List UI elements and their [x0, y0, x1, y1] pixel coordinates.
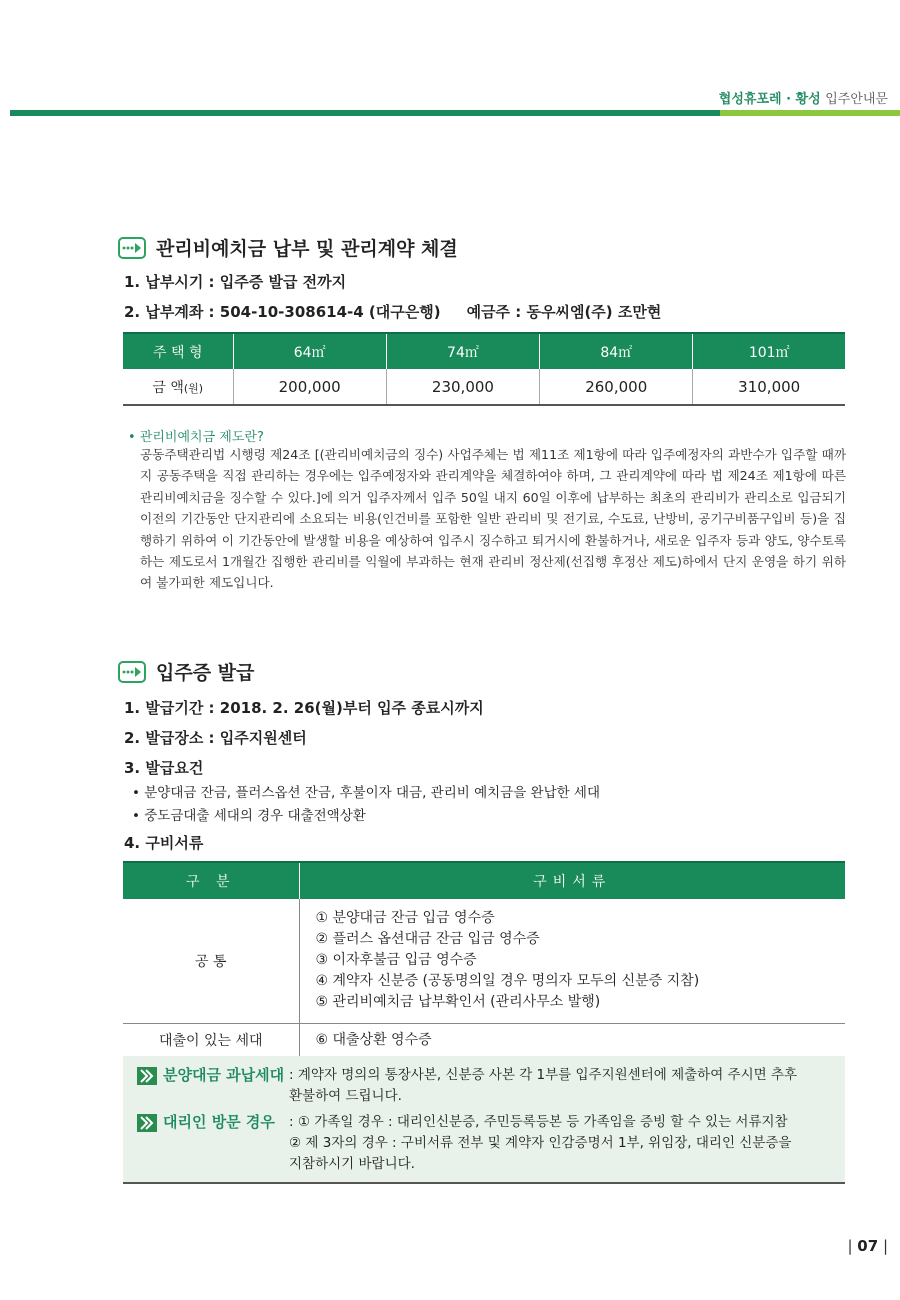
overpaid-note — [137, 1065, 797, 1107]
page-number-value: 07 — [857, 1237, 879, 1255]
documents-table — [123, 861, 845, 1058]
page-number: | 07 | — [847, 1237, 888, 1255]
notice-box — [123, 1056, 845, 1184]
doc-row-key: 대출이 있는 세대 — [123, 1023, 299, 1057]
proxy-value: : ① 가족일 경우 : 대리인신분증, 주민등록등본 등 가족임을 증빙 할 수 있는 서류지참 ② 제 3자의 경우 : 구비서류 전부 및 계약자 인감증명서 1부, 위임장, 대리인 신분증을 지참하시기 바랍니다. — [289, 1114, 792, 1172]
fee-row-unit: (원) — [183, 381, 204, 395]
overpaid-value: : 계약자 명의의 통장사본, 신분증 사본 각 1부를 입주지원센터에 제출하여 주시면 추후 환불하여 드립니다. — [289, 1067, 798, 1104]
required-documents: 4. 구비서류 — [124, 834, 204, 852]
doc-header-category: 구 분 — [123, 862, 299, 899]
fee-header-type: 주 택 형 — [123, 333, 233, 369]
fee-header-101: 101㎡ — [693, 333, 845, 369]
document-header — [719, 88, 888, 107]
proxy-key-label: 대리인 방문 경우 — [163, 1113, 275, 1131]
arrow-icon — [118, 661, 146, 683]
payment-account: 2. 납부계좌 : 504-10-308614-4 (대구은행) — [124, 303, 441, 321]
proxy-note — [137, 1112, 791, 1175]
fee-value-101: 310,000 — [693, 369, 845, 405]
arrow-icon — [118, 237, 146, 259]
section1-title: 관리비예치금 납부 및 관리계약 체결 — [156, 238, 458, 260]
fee-value-64: 200,000 — [233, 369, 386, 405]
fee-row-label-text: 금 액 — [152, 379, 184, 396]
table-row — [123, 369, 845, 405]
issue-requirements: 3. 발급요건 — [124, 759, 204, 777]
fee-header-64: 64㎡ — [233, 333, 386, 369]
fee-row-label — [123, 369, 233, 405]
overpaid-key-label: 분양대금 과납세대 — [163, 1066, 285, 1084]
double-chevron-icon — [137, 1114, 157, 1132]
issue-period: 1. 발급기간 : 2018. 2. 26(월)부터 입주 종료시까지 — [124, 699, 484, 717]
doc-row-key: 공 통 — [123, 899, 299, 1023]
fee-value-84: 260,000 — [540, 369, 693, 405]
proxy-key — [137, 1112, 289, 1175]
payment-account-line — [124, 301, 661, 322]
account-holder: 예금주 : 동우씨엠(주) 조만현 — [466, 303, 662, 321]
doc-header-documents: 구비서류 — [299, 862, 845, 899]
payment-period: 1. 납부시기 : 입주증 발급 전까지 — [124, 273, 347, 291]
list-item: • 분양대금 잔금, 플러스옵션 잔금, 후불이자 대금, 관리비 예치금을 완납한 세대 — [132, 785, 601, 801]
section2-title: 입주증 발급 — [156, 662, 255, 684]
fee-header-84: 84㎡ — [540, 333, 693, 369]
issue-place: 2. 발급장소 : 입주지원센터 — [124, 729, 307, 747]
fee-value-74: 230,000 — [386, 369, 539, 405]
double-chevron-icon — [137, 1067, 157, 1085]
header-title: 협성휴포레 · 황성 — [718, 92, 821, 107]
fee-table-header — [123, 333, 845, 369]
fee-header-74: 74㎡ — [386, 333, 539, 369]
table-row — [123, 1023, 845, 1057]
note-title: • 관리비예치금 제도란? — [128, 430, 264, 445]
overpaid-key — [137, 1065, 289, 1107]
header-rule — [10, 110, 900, 116]
list-item: • 중도금대출 세대의 경우 대출전액상환 — [132, 808, 366, 824]
table-row — [123, 899, 845, 1023]
header-subtitle: 입주안내문 — [825, 92, 888, 107]
doc-row-items: ⑥ 대출상환 영수증 — [299, 1023, 845, 1057]
fee-table — [123, 332, 845, 406]
note-body: 공동주택관리법 시행령 제24조 [(관리비예치금의 징수) 사업주체는 법 제11조 제1항에 따라 입주예정자의 과반수가 입주할 때까지 공동주택을 직접 관리하는 경우에는 입주예정자와 관리계약을 체결하여야 하며, 그 관리계약에 따라 법 제24조 제1항에 따른 관리비예치금을 징수할 수 있다.]에 의거 입주자께서 입주 50일 내지 60일 이후에 납부하는 최초의 관리비가 관리소로 입금되기 이전의 기간동안 단지관리에 소요되는 비용(인건비를 포함한 일반 관리비 및 전기료, 수도료, 난방비, 공기구비품구입비 등)을 집행하기 위하여 이 기간동안에 발생할 비용을 예상하여 입주시 징수하고 퇴거시에 환불하거나, 새로운 입주자 등과 양도, 양수토록 하는 제도로서 1개월간 집행한 관리비를 익월에 부과하는 현재 관리비 정산제(선집행 후정산 제도)하에서 단지 운영을 하기 위하여 불가피한 제도입니다. — [140, 447, 846, 591]
doc-row-items: ① 분양대금 잔금 입금 영수증 ② 플러스 옵션대금 잔금 입금 영수증 ③ 이자후불금 입금 영수증 ④ 계약자 신분증 (공동명의일 경우 명의자 모두의 신분증 지참) ⑤ 관리비예치금 납부확인서 (관리사무소 발행) — [299, 899, 845, 1023]
documents-table-header — [123, 862, 845, 899]
section2-heading — [118, 658, 254, 685]
section1-heading — [118, 234, 458, 261]
